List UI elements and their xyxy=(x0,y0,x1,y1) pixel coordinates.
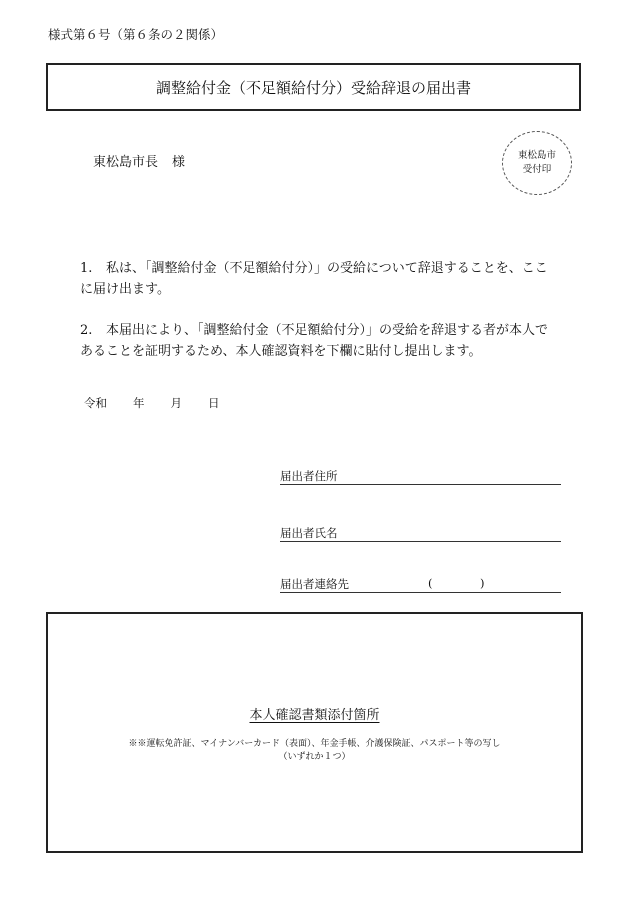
applicant-contact-field[interactable] xyxy=(280,576,561,593)
paragraph-1-text: 私は、「調整給付金（不足額給付分）」の受給について辞退することを、ここに届け出ます。 xyxy=(80,261,548,297)
date-day: 日 xyxy=(208,396,220,410)
paragraph-2-text: 本届出により、「調整給付金（不足額給付分）」の受給を辞退する者が本人であることを証明するため、本人確認資料を下欄に貼付し提出します。 xyxy=(80,323,549,359)
attachment-title xyxy=(46,704,583,723)
date-month: 月 xyxy=(170,396,182,410)
form-number: 様式第６号（第６条の２関係） xyxy=(48,27,224,42)
date-era: 令和 xyxy=(84,396,107,410)
reception-stamp-area xyxy=(502,131,572,195)
date-line xyxy=(84,395,246,411)
date-year: 年 xyxy=(133,396,145,410)
applicant-address-field[interactable] xyxy=(280,468,561,485)
addressee xyxy=(93,151,185,170)
stamp-line-2: 受付印 xyxy=(522,164,552,175)
applicant-name-label: 届出者氏名 xyxy=(280,526,338,540)
applicant-address-label: 届出者住所 xyxy=(280,469,338,483)
stamp-line-1: 東松島市 xyxy=(517,150,556,161)
addressee-name: 東松島市長 xyxy=(93,155,159,170)
attachment-note-line-2: （いずれか１つ） xyxy=(278,752,351,762)
attachment-title-text: 本人確認書類添付箇所 xyxy=(249,708,380,723)
applicant-name-field[interactable] xyxy=(280,525,561,542)
paragraph-2-number: 2. xyxy=(80,323,93,338)
contact-paren-close: ) xyxy=(480,576,485,590)
contact-paren-open: ( xyxy=(428,576,433,590)
attachment-area xyxy=(46,612,583,853)
applicant-contact-label: 届出者連絡先 xyxy=(280,577,349,591)
attachment-note-line-1: ※※運転免許証、マイナンバーカード（表面）、年金手帳、介護保険証、パスポート等の写し xyxy=(128,739,501,749)
document-title: 調整給付金（不足額給付分）受給辞退の届出書 xyxy=(46,63,581,111)
attachment-note xyxy=(46,738,583,764)
paragraph-1-number: 1. xyxy=(80,261,93,276)
addressee-honorific: 様 xyxy=(172,155,186,170)
